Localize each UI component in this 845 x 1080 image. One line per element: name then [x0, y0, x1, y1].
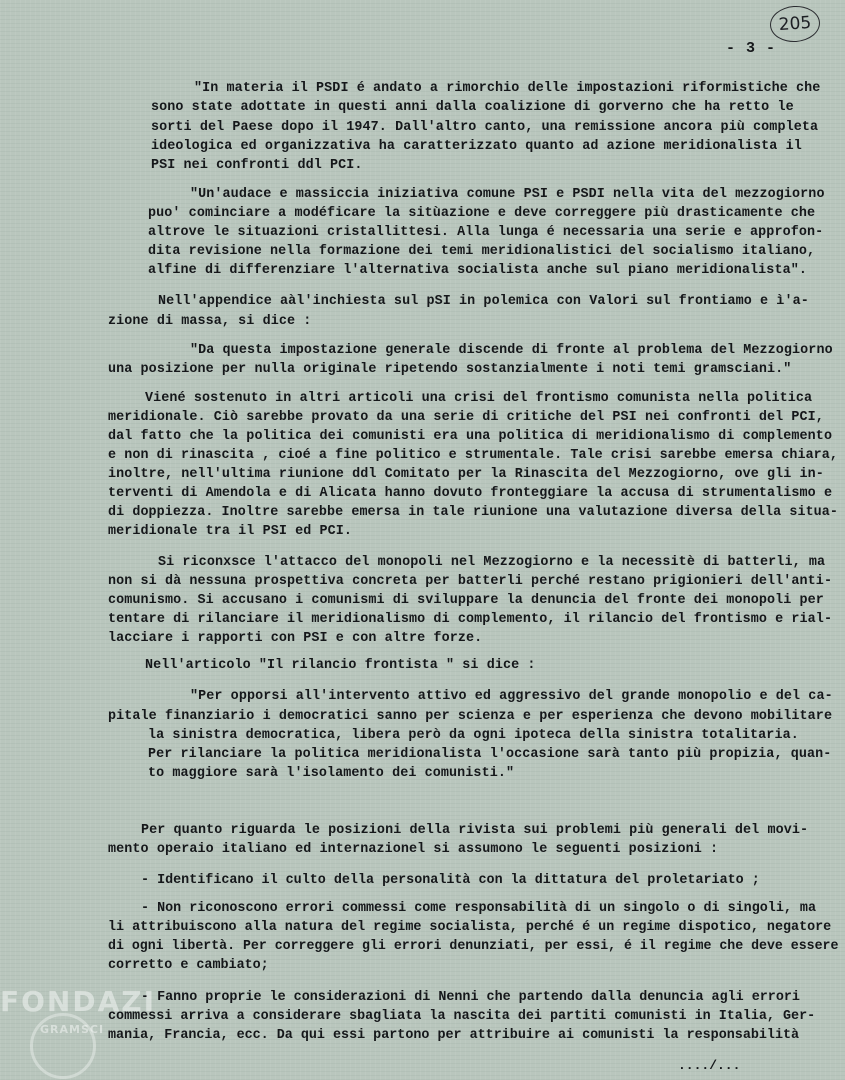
text-line: Nell'articolo "Il rilancio frontista " si dice : — [145, 658, 536, 673]
text-line: Per rilanciare la politica meridionalista l'occasione sarà tanto più propizia, quan- — [148, 747, 832, 762]
text-line: - Fanno proprie le considerazioni di Nenni che partendo dalla denuncia agli errori — [141, 990, 800, 1005]
text-line: dita revisione nella formazione dei temi meridionalistici del socialismo italiano, — [148, 244, 816, 259]
page-number: - 3 - — [726, 40, 777, 57]
text-line: - Non riconoscono errori commessi come responsabilità di un singolo o di singoli, ma — [141, 901, 816, 916]
archive-number-circle — [769, 4, 821, 43]
text-line: di doppiezza. Inoltre sarebbe emersa in tale riunione una valutazione diversa della situa- — [108, 505, 839, 520]
text-line: Nell'appendice aàl'inchiesta sul pSI in polemica con Valori sul frontiamo e ì'a- — [158, 294, 809, 309]
text-line: altrove le situazioni cristallittesi. Alla lunga é necessaria una serie e approfon- — [148, 225, 824, 240]
text-line: lacciare i rapporti con PSI e con altre forze. — [108, 631, 483, 646]
text-line: mento operaio italiano ed internazionel si assumono le seguenti posizioni : — [108, 842, 719, 857]
text-line: "Da questa impostazione generale discende di fronte al problema del Mezzogiorno — [190, 343, 833, 358]
text-line: li attribuiscono alla natura del regime socialista, perché é un regime dispotico, negatore — [108, 920, 832, 935]
text-line: la sinistra democratica, libera però da ogni ipoteca della sinistra totalitaria. — [148, 728, 799, 743]
text-line: "Un'audace e massiccia iniziativa comune PSI e PSDI nella vita del mezzogiorno — [190, 187, 825, 202]
text-line: sorti del Paese dopo il 1947. Dall'altro canto, una remissione ancora più completa — [151, 120, 819, 135]
text-line: dal fatto che la politica dei comunisti era una politica di meridionalismo di complemento — [108, 429, 833, 444]
text-line: puo' cominciare a modéficare la sitùazione e deve correggere più drasticamente che — [148, 206, 816, 221]
text-line: non si dà nessuna prospettiva concreta per batterli perché restano prigionieri dell'anti- — [108, 574, 833, 589]
text-line: tentare di rilanciare il meridionalismo di complemento, il rilancio del frontismo e rial- — [108, 612, 833, 627]
text-line: una posizione per nulla originale ripetendo sostanzialmente i noti temi gramsciani." — [108, 362, 792, 377]
text-line: meridionale. Ciò sarebbe provato da una serie di critiche del PSI nei confronti del PCI, — [108, 410, 824, 425]
text-line: e non di rinascita , cioé a fine politico e strumentale. Tale crisi sarebbe emersa chiara, — [108, 448, 839, 463]
text-line: "In materia il PSDI é andato a rimorchio delle impostazioni riformistiche che — [194, 81, 821, 96]
text-line: to maggiore sarà l'isolamento dei comunisti." — [148, 766, 515, 781]
watermark-subtext: GRAMSCI — [40, 1023, 105, 1036]
text-line: corretto e cambiato; — [108, 958, 269, 973]
text-line: sono state adottate in questi anni dalla coalizione di gorverno che ha retto le — [151, 100, 794, 115]
text-line: pitale finanziario i democratici sanno per scienza e per esperienza che devono mobilitare — [108, 709, 833, 724]
text-line: inoltre, nell'ultima riunione ddl Comitato per la Rinascita del Mezzogiorno, ove gli in- — [108, 467, 824, 482]
text-line: di ogni libertà. Per correggere gli errori denunziati, per essi, é il regime che deve essere — [108, 939, 839, 954]
text-line: Viené sostenuto in altri articoli una crisi del frontismo comunista nella politica — [145, 391, 813, 406]
text-line: comunismo. Si accusano i comunismi di sviluppare la denuncia del fronte dei monopoli per — [108, 593, 824, 608]
text-line: terventi di Amendola e di Alicata hanno dovuto fronteggiare la accusa di strumentalismo e — [108, 486, 833, 501]
text-line: meridionale tra il PSI ed PCI. — [108, 524, 353, 539]
text-line: Si riconxsce l'attacco del monopoli nel Mezzogiorno e la necessitè di batterli, ma — [158, 555, 826, 570]
text-line: ideologica ed organizzativa ha caratterizzato quanto ad azione meridionalista il — [151, 139, 802, 154]
archive-number: 205 — [778, 12, 812, 36]
text-line: - Identificano il culto della personalità con la dittatura del proletariato ; — [141, 873, 760, 888]
text-line: mania, Francia, ecc. Da qui essi partono per attribuire ai comunisti la responsabilità — [108, 1028, 800, 1043]
text-line: commessi arriva a considerare sbagliata la nascita dei partiti comunisti in Italia, Ger- — [108, 1009, 816, 1024]
continuation-mark: ..../... — [678, 1058, 741, 1073]
text-line: zione di massa, si dice : — [108, 314, 312, 329]
text-line: PSI nei confronti ddl PCI. — [151, 158, 363, 173]
text-line: alfine di differenziare l'alternativa socialista anche sul piano meridionalista". — [148, 263, 807, 278]
watermark-text: FONDAZI — [0, 985, 156, 1018]
text-line: Per quanto riguarda le posizioni della rivista sui problemi più generali del movi- — [141, 823, 809, 838]
text-line: "Per opporsi all'intervento attivo ed aggressivo del grande monopolio e del ca- — [190, 689, 833, 704]
archive-watermark — [0, 985, 190, 1080]
